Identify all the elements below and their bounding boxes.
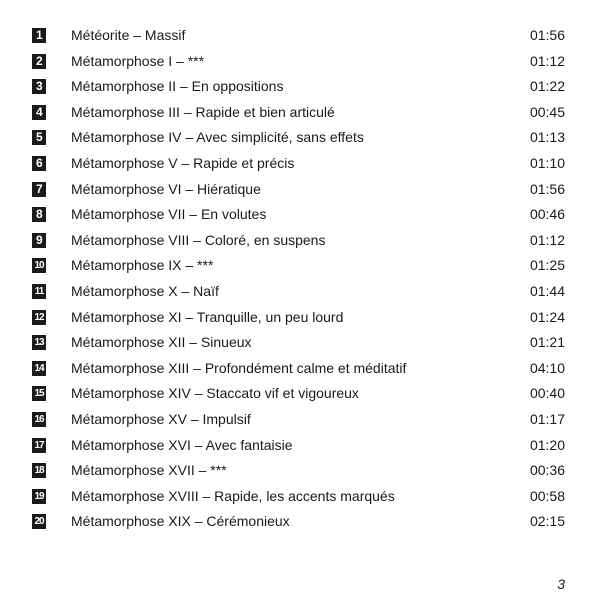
track-row <box>0 436 597 462</box>
track-number-badge: 10 <box>32 258 46 273</box>
track-number-badge: 16 <box>32 412 46 427</box>
track-list <box>0 26 597 538</box>
track-number-badge: 11 <box>32 284 46 299</box>
track-duration: 01:22 <box>529 78 565 95</box>
track-title: Métamorphose XV – Impulsif <box>71 410 251 427</box>
track-row <box>0 77 597 103</box>
track-duration: 01:25 <box>529 257 565 274</box>
track-row <box>0 205 597 231</box>
track-title: Métamorphose XIV – Staccato vif et vigoureux <box>71 385 359 402</box>
track-number-badge: 20 <box>32 514 46 529</box>
track-number-badge: 6 <box>32 156 46 171</box>
track-title: Métamorphose XVIII – Rapide, les accents marqués <box>71 487 395 504</box>
track-duration: 01:24 <box>529 308 565 325</box>
track-duration: 00:58 <box>529 487 565 504</box>
track-number-badge: 17 <box>32 438 46 453</box>
track-number-badge: 7 <box>32 182 46 197</box>
track-duration: 01:12 <box>529 231 565 248</box>
track-duration: 01:13 <box>529 129 565 146</box>
page-number: 3 <box>557 576 565 592</box>
track-title: Métamorphose VIII – Coloré, en suspens <box>71 231 326 248</box>
track-row <box>0 461 597 487</box>
track-title: Métamorphose XIX – Cérémonieux <box>71 513 290 530</box>
track-title: Métamorphose IV – Avec simplicité, sans effets <box>71 129 364 146</box>
track-number-badge: 3 <box>32 79 46 94</box>
track-row <box>0 52 597 78</box>
track-title: Métamorphose X – Naïf <box>71 282 219 299</box>
track-number-badge: 4 <box>32 105 46 120</box>
track-number-badge: 19 <box>32 489 46 504</box>
track-title: Métamorphose XI – Tranquille, un peu lourd <box>71 308 344 325</box>
track-row <box>0 333 597 359</box>
track-title: Métamorphose XIII – Profondément calme et méditatif <box>71 359 407 376</box>
track-title: Métamorphose XVI – Avec fantaisie <box>71 436 293 453</box>
track-number-badge: 5 <box>32 130 46 145</box>
track-duration: 02:15 <box>529 513 565 530</box>
track-number-badge: 12 <box>32 310 46 325</box>
track-title: Métamorphose VII – En volutes <box>71 206 267 223</box>
track-row <box>0 103 597 129</box>
track-row <box>0 384 597 410</box>
track-row <box>0 308 597 334</box>
track-duration: 01:56 <box>529 180 565 197</box>
track-duration: 00:40 <box>529 385 565 402</box>
track-row <box>0 231 597 257</box>
track-row <box>0 359 597 385</box>
track-duration: 01:10 <box>529 154 565 171</box>
track-number-badge: 2 <box>32 54 46 69</box>
track-duration: 01:20 <box>529 436 565 453</box>
track-row <box>0 128 597 154</box>
track-row <box>0 256 597 282</box>
track-number-badge: 15 <box>32 386 46 401</box>
track-row <box>0 154 597 180</box>
track-number-badge: 9 <box>32 233 46 248</box>
track-number-badge: 8 <box>32 207 46 222</box>
track-title: Métamorphose VI – Hiératique <box>71 180 261 197</box>
track-row <box>0 487 597 513</box>
track-title: Métamorphose XVII – *** <box>71 462 227 479</box>
track-title: Métamorphose I – *** <box>71 52 205 69</box>
track-row <box>0 282 597 308</box>
track-row <box>0 180 597 206</box>
track-number-badge: 14 <box>32 361 46 376</box>
track-title: Métamorphose IX – *** <box>71 257 214 274</box>
track-title: Météorite – Massif <box>71 27 186 43</box>
track-duration: 01:21 <box>529 334 565 351</box>
track-duration: 01:17 <box>529 410 565 427</box>
track-duration: 04:10 <box>529 359 565 376</box>
track-title: Métamorphose V – Rapide et précis <box>71 154 295 171</box>
track-number-badge: 1 <box>32 28 46 43</box>
track-number-badge: 18 <box>32 463 46 478</box>
track-title: Métamorphose XII – Sinueux <box>71 334 252 351</box>
track-duration: 00:45 <box>529 103 565 120</box>
track-row <box>0 512 597 538</box>
track-duration: 01:12 <box>529 52 565 69</box>
track-number-badge: 13 <box>32 335 46 350</box>
track-title: Métamorphose III – Rapide et bien articulé <box>71 103 335 120</box>
track-duration: 01:44 <box>529 282 565 299</box>
track-row <box>0 410 597 436</box>
track-duration: 00:36 <box>529 462 565 479</box>
track-duration: 01:56 <box>529 27 565 43</box>
track-title: Métamorphose II – En oppositions <box>71 78 284 95</box>
track-row <box>0 26 597 52</box>
track-duration: 00:46 <box>529 206 565 223</box>
